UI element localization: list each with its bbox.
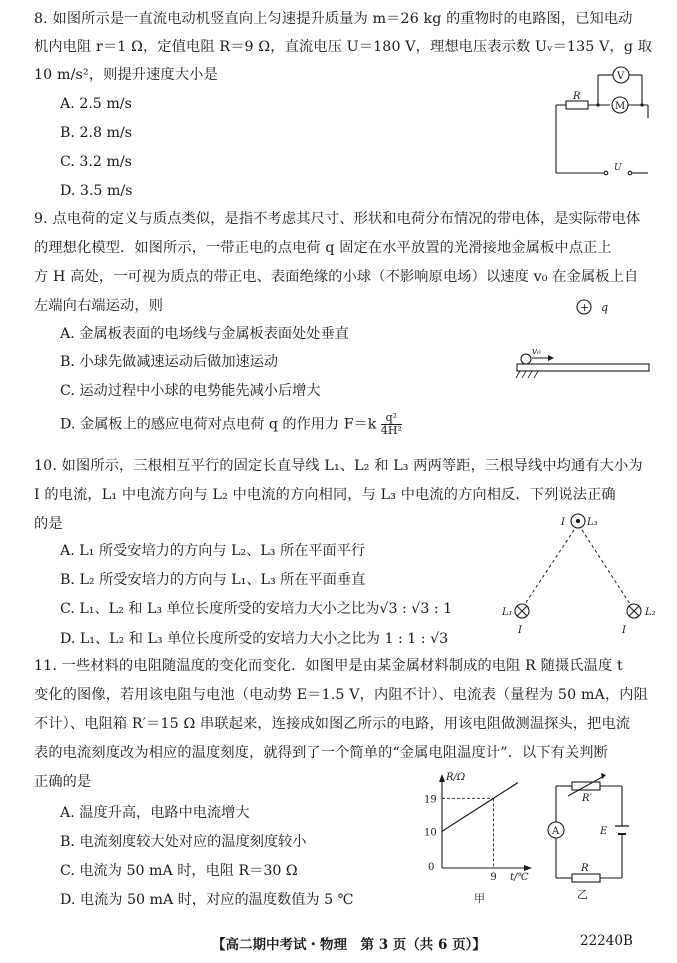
q9-velocity-label: v₀ — [532, 347, 541, 357]
q10-option-a: A. L₁ 所受安培力的方向与 L₂、L₃ 所在平面平行 — [60, 543, 366, 559]
q9-metal-plate-diagram — [512, 292, 657, 387]
q9-option-d-fraction — [381, 412, 402, 437]
q9-charge-label: q — [601, 301, 609, 314]
q11-circuit-caption: 乙 — [577, 888, 588, 901]
q11-graph-xlabel: t/℃ — [510, 872, 529, 883]
q10-line-1: 10. 如图所示，三根相互平行的固定长直导线 L₁、L₂ 和 L₃ 两两等距，三根导线中均通有大小为 — [34, 458, 643, 474]
q11-option-c: C. 电流为 50 mA 时，电阻 R＝30 Ω — [60, 863, 298, 879]
q8-motor-label: M — [615, 101, 626, 112]
page-footer: 【高二期中考试・物理 第 3 页（共 6 页）】 — [212, 937, 486, 953]
q8-line-1: 8. 如图所示是一直流电动机竖直向上匀速提升质量为 m＝26 kg 的重物时的电路图，已知电动 — [34, 11, 633, 27]
q11-graph-origin: 0 — [428, 862, 435, 873]
q9-plus-sign: + — [580, 301, 590, 314]
q8-line-3: 10 m/s²，则提升速度大小是 — [34, 67, 218, 83]
q9-line-1: 9. 点电荷的定义与质点类似，是指不考虑其尺寸、形状和电荷分布情况的带电体，是实际带电体 — [34, 211, 641, 227]
q9-line-3: 方 H 高处，一可视为质点的带正电、表面绝缘的小球（不影响原电场）以速度 v₀ 在金属板上自 — [34, 269, 639, 285]
q11-resistor-label: R — [581, 863, 589, 874]
q11-thermometer-circuit — [538, 768, 638, 910]
q10-left-label: L₁ — [502, 607, 513, 618]
q11-emf-label: E — [600, 826, 608, 837]
q8-line-2: 机内电阻 r＝1 Ω，定值电阻 R＝9 Ω，直流电压 U＝180 V，理想电压表示数 Uᵥ＝135 V，g 取 — [34, 39, 653, 55]
q11-graph-ytick-19: 19 — [424, 794, 437, 806]
q8-option-b: B. 2.8 m/s — [60, 125, 133, 141]
q9-option-c: C. 运动过程中小球的电势能先减小后增大 — [60, 383, 321, 399]
q10-option-b: B. L₂ 所受安培力的方向与 L₁、L₃ 所在平面垂直 — [60, 572, 366, 588]
q9-option-d — [60, 412, 402, 437]
q8-resistor-symbol — [566, 101, 588, 109]
q9-fraction-denominator: 4H² — [380, 424, 402, 437]
q11-option-a: A. 温度升高，电路中电流增大 — [60, 805, 250, 821]
q11-line-3: 不计）、电阻箱 R′＝15 Ω 串联起来，连接成如图乙所示的电路，用该电阻做测温探头，把电流 — [34, 716, 631, 732]
q10-line-3: 的是 — [34, 516, 63, 532]
q8-option-a: A. 2.5 m/s — [60, 96, 132, 112]
q10-line-2: I 的电流，L₁ 中电流方向与 L₂ 中电流的方向相同，与 L₃ 中电流的方向相反．下列说法正确 — [34, 487, 616, 503]
paper-code: 22240B — [580, 933, 633, 949]
q8-source-label: U — [614, 163, 622, 173]
q11-graph-ytick-10: 10 — [424, 827, 437, 839]
q9-line-4: 左端向右端运动，则 — [34, 298, 164, 314]
q11-graph-xtick-9: 9 — [490, 872, 497, 883]
q11-graph-ylabel: R/Ω — [446, 772, 466, 783]
q11-option-b: B. 电流刻度较大处对应的温度刻度较小 — [60, 834, 307, 850]
q11-resistor-symbol — [572, 874, 600, 882]
q10-left-current: I — [518, 625, 522, 636]
q10-option-c: C. L₁、L₂ 和 L₃ 单位长度所受的安培力大小之比为√3 : √3 : 1 — [60, 601, 453, 617]
q11-option-d: D. 电流为 50 mA 时，对应的温度数值为 5 ℃ — [60, 892, 354, 908]
q11-resistance-temperature-graph — [420, 770, 540, 910]
q8-option-c: C. 3.2 m/s — [60, 154, 132, 170]
q9-option-d-text: D. 金属板上的感应电荷对点电荷 q 的作用力 F＝k — [60, 416, 377, 433]
q10-right-label: L₂ — [645, 607, 656, 618]
q9-fraction-numerator: q² — [381, 412, 402, 425]
q11-line-2: 变化的图像，若用该电阻与电池（电动势 E＝1.5 V，内阻不计）、电流表（量程为 50 mA，内阻 — [34, 687, 648, 703]
q10-wires-diagram — [498, 506, 663, 636]
q11-line-1: 11. 一些材料的电阻随温度的变化而变化．如图甲是由某金属材料制成的电阻 R 随摄氏温度 t — [34, 658, 623, 674]
q11-line-5: 正确的是 — [34, 774, 92, 790]
q10-top-label: L₃ — [587, 517, 598, 528]
q8-resistor-label: R — [573, 91, 581, 102]
q11-ammeter-label: A — [552, 826, 560, 837]
q9-line-2: 的理想化模型．如图所示，一带正电的点电荷 q 固定在水平放置的光滑接地金属板中点正上 — [34, 240, 612, 256]
q11-resistance-box-label: R′ — [582, 793, 592, 804]
q9-metal-plate — [517, 364, 649, 371]
q11-graph-caption: 甲 — [474, 892, 485, 905]
q10-right-current: I — [622, 625, 626, 636]
q9-option-a: A. 金属板表面的电场线与金属板表面处处垂直 — [60, 326, 349, 342]
q11-line-4: 表的电流刻度改为相应的温度刻度，就得到了一个简单的“金属电阻温度计”．以下有关判断 — [34, 745, 608, 761]
q10-option-d: D. L₁、L₂ 和 L₃ 单位长度所受的安培力大小之比为 1 : 1 : √3 — [60, 631, 449, 647]
q11-graph-series-line — [442, 783, 518, 832]
q9-ball — [521, 354, 531, 364]
q9-option-b: B. 小球先做减速运动后做加速运动 — [60, 354, 279, 370]
q8-option-d: D. 3.5 m/s — [60, 183, 133, 199]
q8-circuit-diagram — [548, 60, 658, 185]
q8-voltmeter-label: V — [617, 71, 625, 82]
q10-top-current: I — [561, 517, 565, 528]
